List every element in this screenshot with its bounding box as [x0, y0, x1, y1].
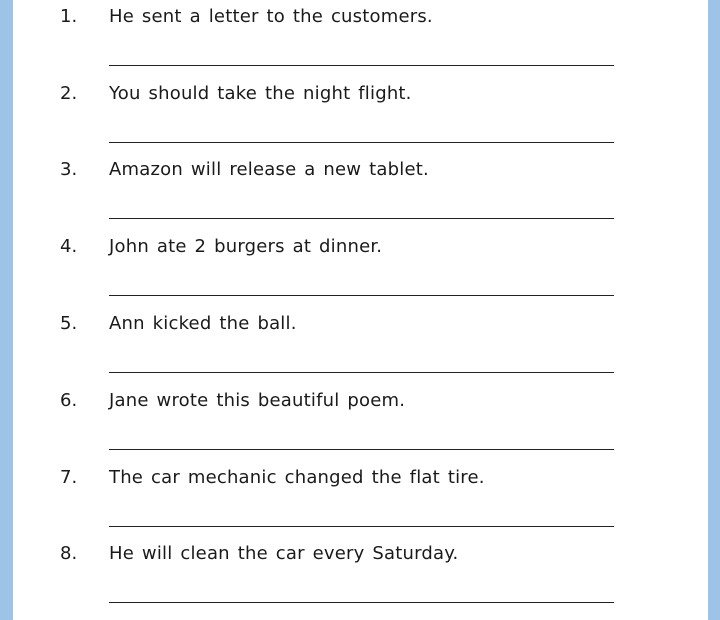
answer-line — [109, 526, 614, 527]
item-sentence: He will clean the car every Saturday. — [109, 543, 459, 564]
exercise-item-3 — [0, 153, 720, 229]
item-sentence: John ate 2 burgers at dinner. — [109, 236, 383, 257]
item-sentence: Jane wrote this beautiful poem. — [109, 390, 406, 411]
exercise-item-8 — [0, 537, 720, 613]
item-sentence: The car mechanic changed the flat tire. — [109, 467, 485, 488]
item-number: 2. — [60, 83, 78, 104]
item-number: 7. — [60, 467, 78, 488]
answer-line — [109, 602, 614, 603]
answer-line — [109, 142, 614, 143]
item-sentence: He sent a letter to the customers. — [109, 6, 433, 27]
answer-line — [109, 449, 614, 450]
exercise-item-7 — [0, 461, 720, 537]
item-number: 3. — [60, 159, 78, 180]
answer-line — [109, 295, 614, 296]
item-sentence: You should take the night flight. — [109, 83, 412, 104]
item-number: 6. — [60, 390, 78, 411]
item-number: 1. — [60, 6, 78, 27]
exercise-item-2 — [0, 77, 720, 153]
item-number: 8. — [60, 543, 78, 564]
exercise-item-4 — [0, 230, 720, 306]
answer-line — [109, 218, 614, 219]
item-sentence: Ann kicked the ball. — [109, 313, 297, 334]
item-number: 5. — [60, 313, 78, 334]
answer-line — [109, 65, 614, 66]
answer-line — [109, 372, 614, 373]
exercise-item-1 — [0, 0, 720, 76]
item-number: 4. — [60, 236, 78, 257]
exercise-item-5 — [0, 307, 720, 383]
item-sentence: Amazon will release a new tablet. — [109, 159, 429, 180]
exercise-item-6 — [0, 384, 720, 460]
